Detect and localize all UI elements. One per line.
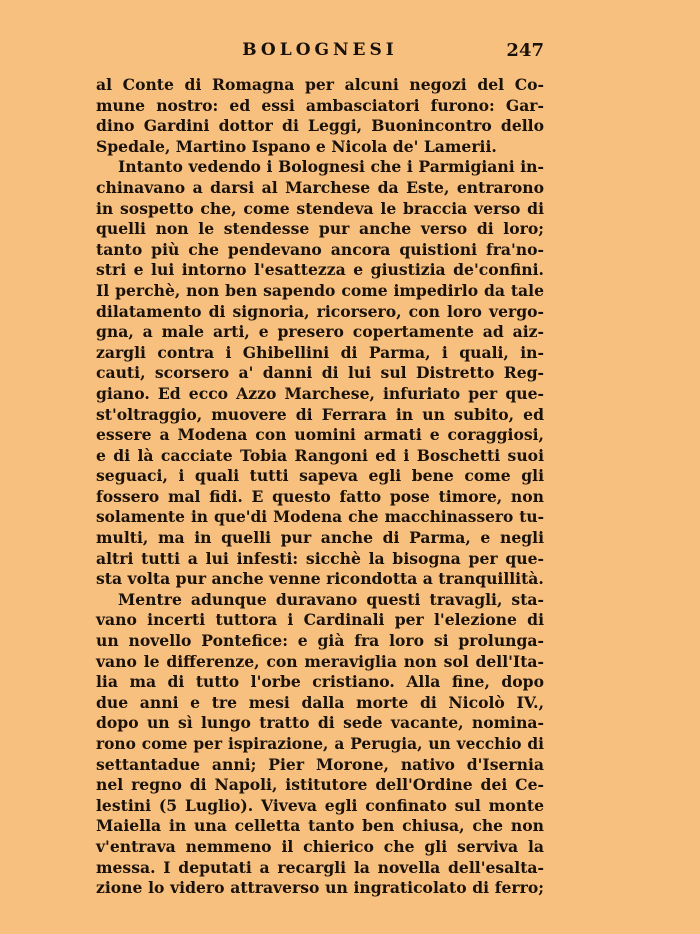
text-line: nel regno di Napoli, istitutore dell'Ordine dei Ce- bbox=[96, 775, 544, 795]
text-line: dino Gardini dottor di Leggi, Buonincontro dello bbox=[96, 116, 544, 136]
text-line: essere a Modena con uomini armati e coraggiosi, bbox=[96, 425, 544, 445]
text-line: Mentre adunque duravano questi travagli, sta- bbox=[118, 589, 544, 609]
text-line: in sospetto che, come stendeva le braccia verso di bbox=[96, 198, 544, 218]
running-head: BOLOGNESI bbox=[242, 40, 398, 60]
text-line: Il perchè, non ben sapendo come impedirlo da tale bbox=[96, 280, 544, 300]
text-line: lestini (5 Luglio). Viveva egli confinato sul monte bbox=[96, 795, 544, 815]
text-line: stri e lui intorno l'esattezza e giustizia de'confini. bbox=[96, 260, 544, 280]
text-line: rono come per ispirazione, a Perugia, un vecchio di bbox=[96, 735, 544, 753]
text-line: zargli contra i Ghibellini di Parma, i quali, in- bbox=[96, 342, 544, 362]
text-line: solamente in que'di Modena che macchinassero tu- bbox=[96, 508, 544, 527]
text-line: fossero mal fidi. E questo fatto pose timore, non bbox=[96, 486, 544, 506]
text-line: Intanto vedendo i Bolognesi che i Parmigiani in- bbox=[118, 157, 544, 177]
page-number: 247 bbox=[506, 40, 544, 61]
text-line: vano incerti tuttora i Cardinali per l'elezione di bbox=[96, 610, 544, 630]
text-line: dilatamento di signoria, ricorsero, con loro vergo- bbox=[96, 301, 544, 321]
text-line: multi, ma in quelli pur anche di Parma, e negli bbox=[96, 528, 544, 548]
text-line: quelli non le stendesse pur anche verso di loro; bbox=[96, 219, 544, 239]
text-line: giano. Ed ecco Azzo Marchese, infuriato per que- bbox=[96, 383, 544, 403]
text-line: tanto più che pendevano ancora quistioni fra'no- bbox=[96, 239, 544, 259]
text-line: gna, a male arti, e presero copertamente ad aiz- bbox=[96, 322, 544, 342]
text-line: seguaci, i quali tutti sapeva egli bene come gli bbox=[96, 466, 544, 486]
text-line: chinavano a darsi al Marchese da Este, entrarono bbox=[96, 177, 544, 197]
text-line: due anni e tre mesi dalla morte di Nicolò IV., bbox=[96, 692, 544, 712]
text-line: mune nostro: ed essi ambasciatori furono: Gar- bbox=[96, 95, 544, 115]
text-line: al Conte di Romagna per alcuni negozi del Co- bbox=[96, 75, 544, 94]
text-line: st'oltraggio, muovere di Ferrara in un subito, ed bbox=[96, 404, 544, 424]
text-line: e di là cacciate Tobia Rangoni ed i Boschetti suoi bbox=[96, 445, 544, 465]
text-line: Spedale, Martino Ispano e Nicola de' Lamerii. bbox=[96, 136, 497, 156]
text-line: vano le differenze, con meraviglia non sol dell'Ita- bbox=[96, 651, 544, 671]
body-text bbox=[96, 75, 544, 899]
text-line: sta volta pur anche venne ricondotta a tranquillità. bbox=[96, 569, 544, 589]
text-line: Maiella in una celletta tanto ben chiusa, che non bbox=[96, 816, 544, 836]
page-header bbox=[96, 40, 544, 64]
text-line: un novello Pontefice: e già fra loro si prolunga- bbox=[96, 631, 544, 651]
text-line: cauti, scorsero a' danni di lui sul Distretto Reg- bbox=[96, 363, 544, 383]
text-line: v'entrava nemmeno il chierico che gli serviva la bbox=[96, 836, 544, 856]
text-line: settantadue anni; Pier Morone, nativo d'Isernia bbox=[96, 754, 544, 774]
text-line: messa. I deputati a recargli la novella dell'esalta- bbox=[96, 857, 544, 877]
text-line: lia ma di tutto l'orbe cristiano. Alla fine, dopo bbox=[96, 672, 544, 692]
text-line: dopo un sì lungo tratto di sede vacante, nomina- bbox=[96, 713, 544, 733]
text-line: altri tutti a lui infesti: sicchè la bisogna per que- bbox=[96, 548, 544, 568]
text-line: zione lo videro attraverso un ingraticolato di ferro; bbox=[96, 878, 544, 898]
